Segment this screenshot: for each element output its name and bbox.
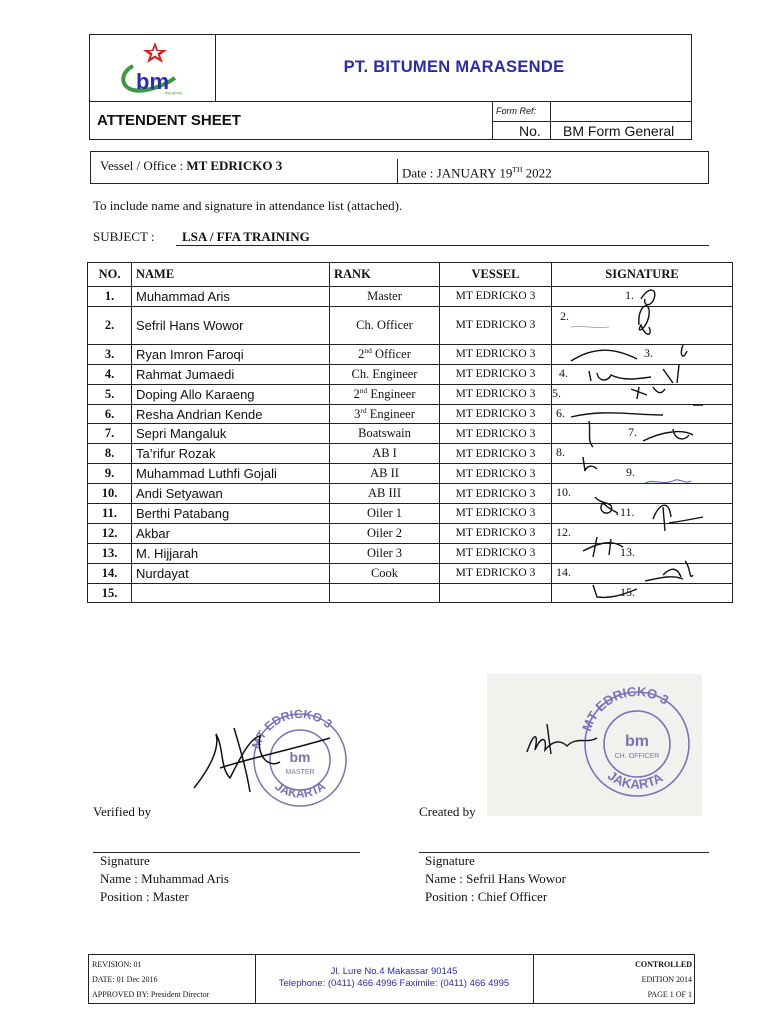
attendee-rank [330,484,440,504]
signature-number: 14. [556,564,571,579]
stamp-top-text: MT EDRICKO 3 [248,708,335,751]
subject-label: SUBJECT : [93,229,155,244]
row-number: 5. [88,384,132,404]
attendee-rank [330,563,440,583]
table-header-row [88,263,733,287]
company-name: PT. BITUMEN MARASENDE [343,58,565,76]
row-number: 3. [88,344,132,364]
signature-number: 1. [625,288,634,302]
svg-text:JAKARTA [272,779,328,801]
signature-14 [593,577,683,598]
signature-number: 3. [644,345,653,360]
attendee-vessel: MT EDRICKO 3 [440,404,552,424]
rank-text: AB I [372,446,397,461]
svg-text:JAKARTA [605,768,666,792]
svg-text:MT EDRICKO 3 [579,684,671,733]
stamp-center-text: CH. OFFICER [614,753,660,760]
signature-2 [639,306,650,334]
creator-name: Name : Sefril Hans Wowor [425,871,566,886]
attendee-name: Andi Setyawan [132,484,330,504]
footer-revision: REVISION: 01 [92,960,142,969]
row-number: 13. [88,543,132,563]
verifier-name: Name : Muhammad Aris [100,871,229,886]
attendee-name: Berthi Patabang [132,504,330,524]
attendee-rank [330,504,440,524]
col-header-vessel: VESSEL [440,263,552,287]
divider [397,159,398,184]
rank-text: Oiler 2 [366,525,403,540]
footer-address-line: Jl. Lure No.4 Makassar 90145 [330,966,458,977]
row-number: 8. [88,444,132,464]
signature-11 [653,505,703,531]
attendee-name: Sefril Hans Wowor [132,306,330,344]
footer-controlled: CONTROLLED [635,960,692,969]
footer-page: PAGE 1 OF 1 [647,990,692,999]
sheet-title: ATTENDENT SHEET [97,112,241,129]
col-header-no: NO. [88,263,132,287]
vessel-value: MT EDRICKO 3 [186,158,283,173]
stamp-center-text: MASTER [285,769,315,776]
verifier-block [100,852,229,906]
verified-by-label: Verified by [93,804,152,819]
attendee-name: Nurdayat [132,563,330,583]
subject-underline [176,245,709,246]
attendee-name: Rahmat Jumaedi [132,364,330,384]
col-header-name: NAME [132,263,330,287]
stamp-top-text: MT EDRICKO 3 [579,683,672,734]
footer-revision-info [92,957,209,1002]
table-signatures-icon [553,285,733,607]
date-field [402,165,552,181]
rank-text: 3 [354,407,361,422]
signature-4 [589,365,679,383]
svg-text:bm: bm [289,749,311,765]
form-ref-label: Form Ref: [496,106,537,116]
form-no-value: BM Form General [563,123,675,139]
signature-9 [645,480,691,483]
instruction-text: To include name and signature in attendance list (attached). [93,198,403,213]
attendee-rank [330,424,440,444]
rank-tail: Engineer [366,407,415,422]
rank-text: AB III [368,486,401,501]
attendee-vessel: MT EDRICKO 3 [440,563,552,583]
signature-number: 15. [620,584,635,599]
rank-suffix: nd [364,346,372,356]
attendee-name: Sepri Mangaluk [132,424,330,444]
attendee-vessel: MT EDRICKO 3 [440,504,552,524]
signature-number: 12. [556,524,571,539]
attendee-name: Muhammad Aris [132,287,330,307]
attendee-vessel: MT EDRICKO 3 [440,543,552,563]
rank-suffix: nd [359,386,368,396]
signature-number: 5. [552,385,561,400]
footer-approved: APPROVED BY: President Director [92,990,210,999]
row-number: 4. [88,364,132,384]
attendee-rank [330,444,440,464]
signature-6 [571,413,663,447]
row-number: 10. [88,484,132,504]
signature-number: 2. [560,308,569,323]
signature-number: 11. [620,505,635,520]
row-number: 1. [88,287,132,307]
signature-8 [583,457,597,471]
rank-text: 2 [353,387,360,402]
rank-text: Cook [370,565,399,580]
attendee-vessel: MT EDRICKO 3 [440,364,552,384]
attendee-vessel: MT EDRICKO 3 [440,287,552,307]
signature-13 [663,561,693,577]
attendee-rank [330,404,440,424]
attendee-vessel: MT EDRICKO 3 [440,306,552,344]
attendee-name: Muhammad Luthfi Gojali [132,464,330,484]
verifier-position: Position : Master [100,889,189,904]
attendee-vessel: MT EDRICKO 3 [440,484,552,504]
attendee-vessel: MT EDRICKO 3 [440,424,552,444]
row-number: 6. [88,404,132,424]
company-logo [89,34,216,101]
signature-12 [583,537,623,557]
divider [492,121,692,122]
bm-logo-icon [89,34,216,101]
signature-number: 4. [559,365,568,380]
signature-10 [595,497,617,515]
signature-3 [571,345,687,361]
attendee-rank [330,543,440,563]
subject-value: LSA / FFA TRAINING [182,229,310,244]
attendee-rank [330,384,440,404]
attendee-vessel: MT EDRICKO 3 [440,464,552,484]
rank-text: Oiler 3 [366,545,403,560]
attendee-rank [330,464,440,484]
signature-2-faint [571,326,609,327]
signature-number: 9. [626,465,635,480]
vessel-stamp-icon [487,674,702,816]
attendee-vessel: MT EDRICKO 3 [440,384,552,404]
attendee-rank [330,287,440,307]
attendee-name: Akbar [132,523,330,543]
rank-text: AB II [370,466,399,481]
date-suffix: TH [512,165,523,174]
svg-text:bm: bm [625,733,649,750]
attendee-rank [330,306,440,344]
attendee-vessel: MT EDRICKO 3 [440,523,552,543]
col-header-rank: RANK [330,263,440,287]
rank-tail: Officer [371,347,411,362]
attendee-rank [330,364,440,384]
signature-7 [643,429,693,441]
col-header-signature: SIGNATURE [552,263,733,287]
footer-date: DATE: 01 Dec 2016 [92,975,158,984]
footer-edition: EDITION 2014 [641,975,692,984]
row-number: 14. [88,563,132,583]
row-number: 2. [88,306,132,344]
master-signature-stamp [190,708,360,808]
divider [89,101,692,102]
rank-suffix: rd [360,405,367,415]
attendee-rank [330,583,440,603]
rank-text: Boatswain [358,426,411,441]
footer-control-info [533,957,692,1002]
row-number: 7. [88,424,132,444]
rank-text: Master [367,288,402,303]
footer-address [255,966,533,990]
row-number: 11. [88,504,132,524]
row-number: 9. [88,464,132,484]
date-year: 2022 [522,165,552,181]
creator-block [425,852,566,906]
attendee-vessel: MT EDRICKO 3 [440,344,552,364]
signature-1 [641,290,655,305]
signature-number: 13. [620,544,635,559]
vessel-label: Vessel / Office : [100,158,187,173]
signature-number: 10. [556,485,571,500]
attendee-rank [330,523,440,543]
stamp-bottom-text: JAKARTA [272,778,329,801]
signature-number: 7. [628,425,637,440]
chief-officer-stamp-photo [487,674,702,816]
attendee-name [132,583,330,603]
attendee-name: Ta’rifur Rozak [132,444,330,464]
logo-text: bm [136,69,169,94]
signature-label: Signature [100,853,150,868]
row-number: 15. [88,583,132,603]
creator-position: Position : Chief Officer [425,889,548,904]
logo-subtext: tng group [165,90,182,95]
attendee-name: Resha Andrian Kende [132,404,330,424]
row-number: 12. [88,523,132,543]
attendee-name: Ryan Imron Faroqi [132,344,330,364]
signature-5 [631,387,703,405]
rank-text: Ch. Engineer [351,366,418,381]
attendee-name: Doping Allo Karaeng [132,384,330,404]
signature-label: Signature [425,853,475,868]
svg-text:MT EDRICKO 3 [249,708,335,751]
attendee-name: M. Hijjarah [132,543,330,563]
vessel-field [100,158,282,174]
rank-text: Ch. Officer [356,317,413,332]
attendee-vessel: MT EDRICKO 3 [440,444,552,464]
attendee-vessel [440,583,552,603]
signature-number: 8. [556,445,565,460]
created-by-label: Created by [419,804,476,819]
attendee-rank [330,344,440,364]
footer-phone: Telephone: (0411) 466 4996 Faximile: (0411) 466 4995 [278,978,510,989]
stamp-bottom-text: JAKARTA [605,767,666,792]
form-no-label: No. [519,123,541,139]
rank-text: Oiler 1 [366,505,403,520]
signature-number: 6. [556,405,565,420]
date-label: Date : JANUARY 19 [402,165,513,181]
rank-text: 2 [358,347,365,362]
rank-tail: Engineer [367,387,416,402]
